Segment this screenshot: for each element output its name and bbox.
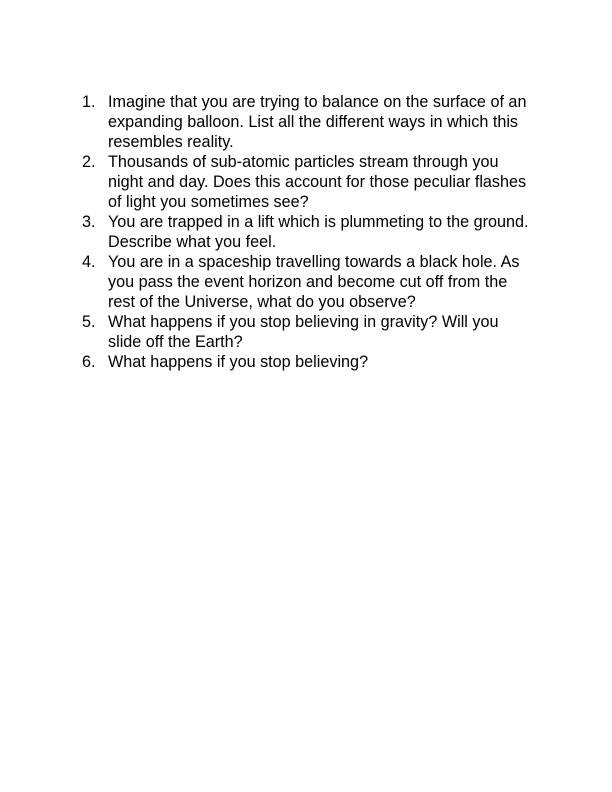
question-text: What happens if you stop believing? bbox=[108, 353, 369, 371]
question-item-5 bbox=[82, 312, 532, 352]
question-item-3 bbox=[82, 212, 532, 252]
question-text: Imagine that you are trying to balance on the surface of an expanding balloon. List all the different ways in which this resembles reality. bbox=[108, 93, 527, 151]
question-text: Thousands of sub-atomic particles stream through you night and day. Does this account for those peculiar flashes of light you sometimes see? bbox=[108, 153, 527, 211]
question-list bbox=[82, 92, 532, 372]
question-number: 4. bbox=[82, 253, 96, 271]
question-number: 5. bbox=[82, 313, 96, 331]
question-item-1 bbox=[82, 92, 532, 152]
question-text: You are in a spaceship travelling towards a black hole. As you pass the event horizon and become cut off from the rest of the Universe, what do you observe? bbox=[108, 253, 520, 311]
question-item-2 bbox=[82, 152, 532, 212]
question-text: You are trapped in a lift which is plummeting to the ground. Describe what you feel. bbox=[108, 213, 529, 251]
question-number: 2. bbox=[82, 153, 96, 171]
question-text: What happens if you stop believing in gravity? Will you slide off the Earth? bbox=[108, 313, 499, 351]
question-number: 3. bbox=[82, 213, 96, 231]
question-number: 1. bbox=[82, 93, 96, 111]
question-number: 6. bbox=[82, 353, 96, 371]
question-item-4 bbox=[82, 252, 532, 312]
question-item-6 bbox=[82, 352, 532, 372]
